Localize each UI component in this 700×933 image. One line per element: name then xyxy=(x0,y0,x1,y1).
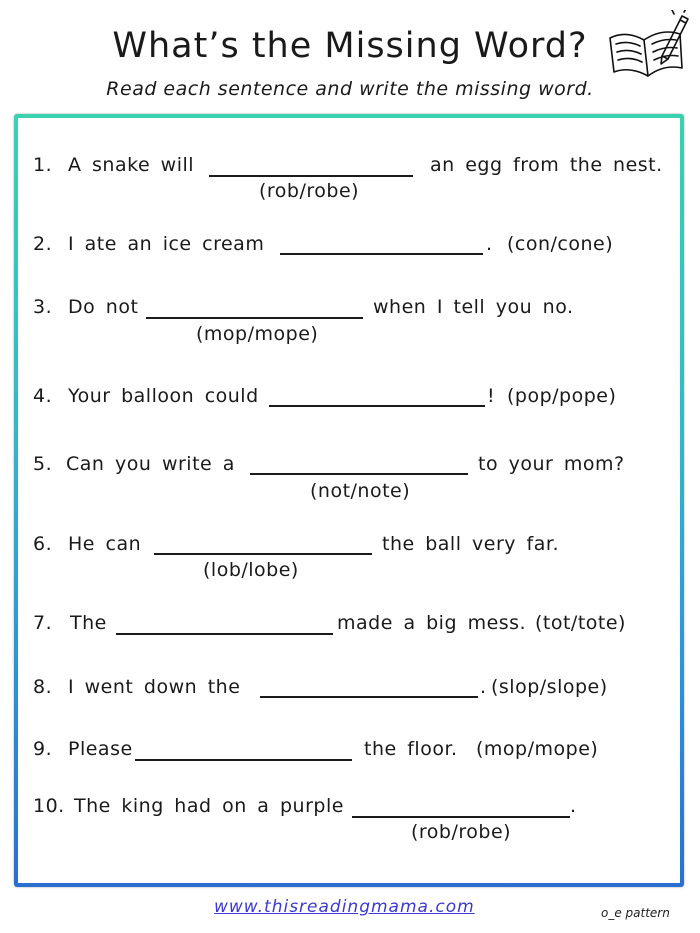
sentence-after: . xyxy=(480,676,487,698)
sentence-before: Can you write a xyxy=(66,453,235,475)
page-title: What’s the Missing Word? xyxy=(112,26,588,66)
word-choices: (tot/tote) xyxy=(535,612,626,634)
sentence-after: to your mom? xyxy=(478,453,625,475)
item-number: 7. xyxy=(33,612,53,634)
sentence-before: Your balloon could xyxy=(68,385,259,407)
sentence-before: He can xyxy=(68,533,142,555)
answer-blank-7[interactable] xyxy=(116,633,333,635)
word-choices: (rob/robe) xyxy=(411,821,512,843)
sentence-after: ! xyxy=(487,385,496,407)
sentence-after: made a big mess. xyxy=(337,612,527,634)
item-number: 9. xyxy=(33,738,53,760)
item-number: 10. xyxy=(33,795,65,817)
answer-blank-9[interactable] xyxy=(135,759,352,761)
answer-blank-10[interactable] xyxy=(352,816,570,818)
pattern-label: o_e pattern xyxy=(601,906,670,920)
sentence-before: The king had on a purple xyxy=(74,795,344,817)
word-choices: (slop/slope) xyxy=(491,676,608,698)
word-choices: (rob/robe) xyxy=(259,180,360,202)
word-choices: (mop/mope) xyxy=(476,738,599,760)
answer-blank-3[interactable] xyxy=(146,317,363,319)
item-number: 1. xyxy=(33,154,53,176)
word-choices: (pop/pope) xyxy=(507,385,617,407)
answer-blank-2[interactable] xyxy=(280,253,483,255)
word-choices: (lob/lobe) xyxy=(203,559,299,581)
word-choices: (con/cone) xyxy=(507,233,614,255)
answer-blank-6[interactable] xyxy=(154,553,372,555)
sentence-before: A snake will xyxy=(68,154,195,176)
sentence-before: Please xyxy=(68,738,133,760)
item-number: 4. xyxy=(33,385,53,407)
sentence-before: I ate an ice cream xyxy=(68,233,265,255)
sentence-before: I went down the xyxy=(68,676,241,698)
book-pencil-icon xyxy=(604,10,690,84)
sentence-after: when I tell you no. xyxy=(373,296,574,318)
answer-blank-4[interactable] xyxy=(269,405,485,407)
sentence-after: an egg from the nest. xyxy=(430,154,663,176)
item-number: 2. xyxy=(33,233,53,255)
item-number: 5. xyxy=(33,453,53,475)
sentence-after: . xyxy=(486,233,493,255)
item-number: 6. xyxy=(33,533,53,555)
sentence-after: . xyxy=(570,795,577,817)
sentence-before: The xyxy=(70,612,107,634)
page-subtitle: Read each sentence and write the missing word. xyxy=(106,78,594,100)
sentence-after: the floor. xyxy=(364,738,458,760)
sentence-after: the ball very far. xyxy=(382,533,559,555)
answer-blank-8[interactable] xyxy=(260,696,478,698)
item-number: 8. xyxy=(33,676,53,698)
word-choices: (mop/mope) xyxy=(196,323,319,345)
sentence-before: Do not xyxy=(68,296,139,318)
word-choices: (not/note) xyxy=(310,480,411,502)
website-link[interactable]: www.thisreadingmama.com xyxy=(214,897,475,917)
answer-blank-1[interactable] xyxy=(209,175,413,177)
item-number: 3. xyxy=(33,296,53,318)
answer-blank-5[interactable] xyxy=(250,473,468,475)
